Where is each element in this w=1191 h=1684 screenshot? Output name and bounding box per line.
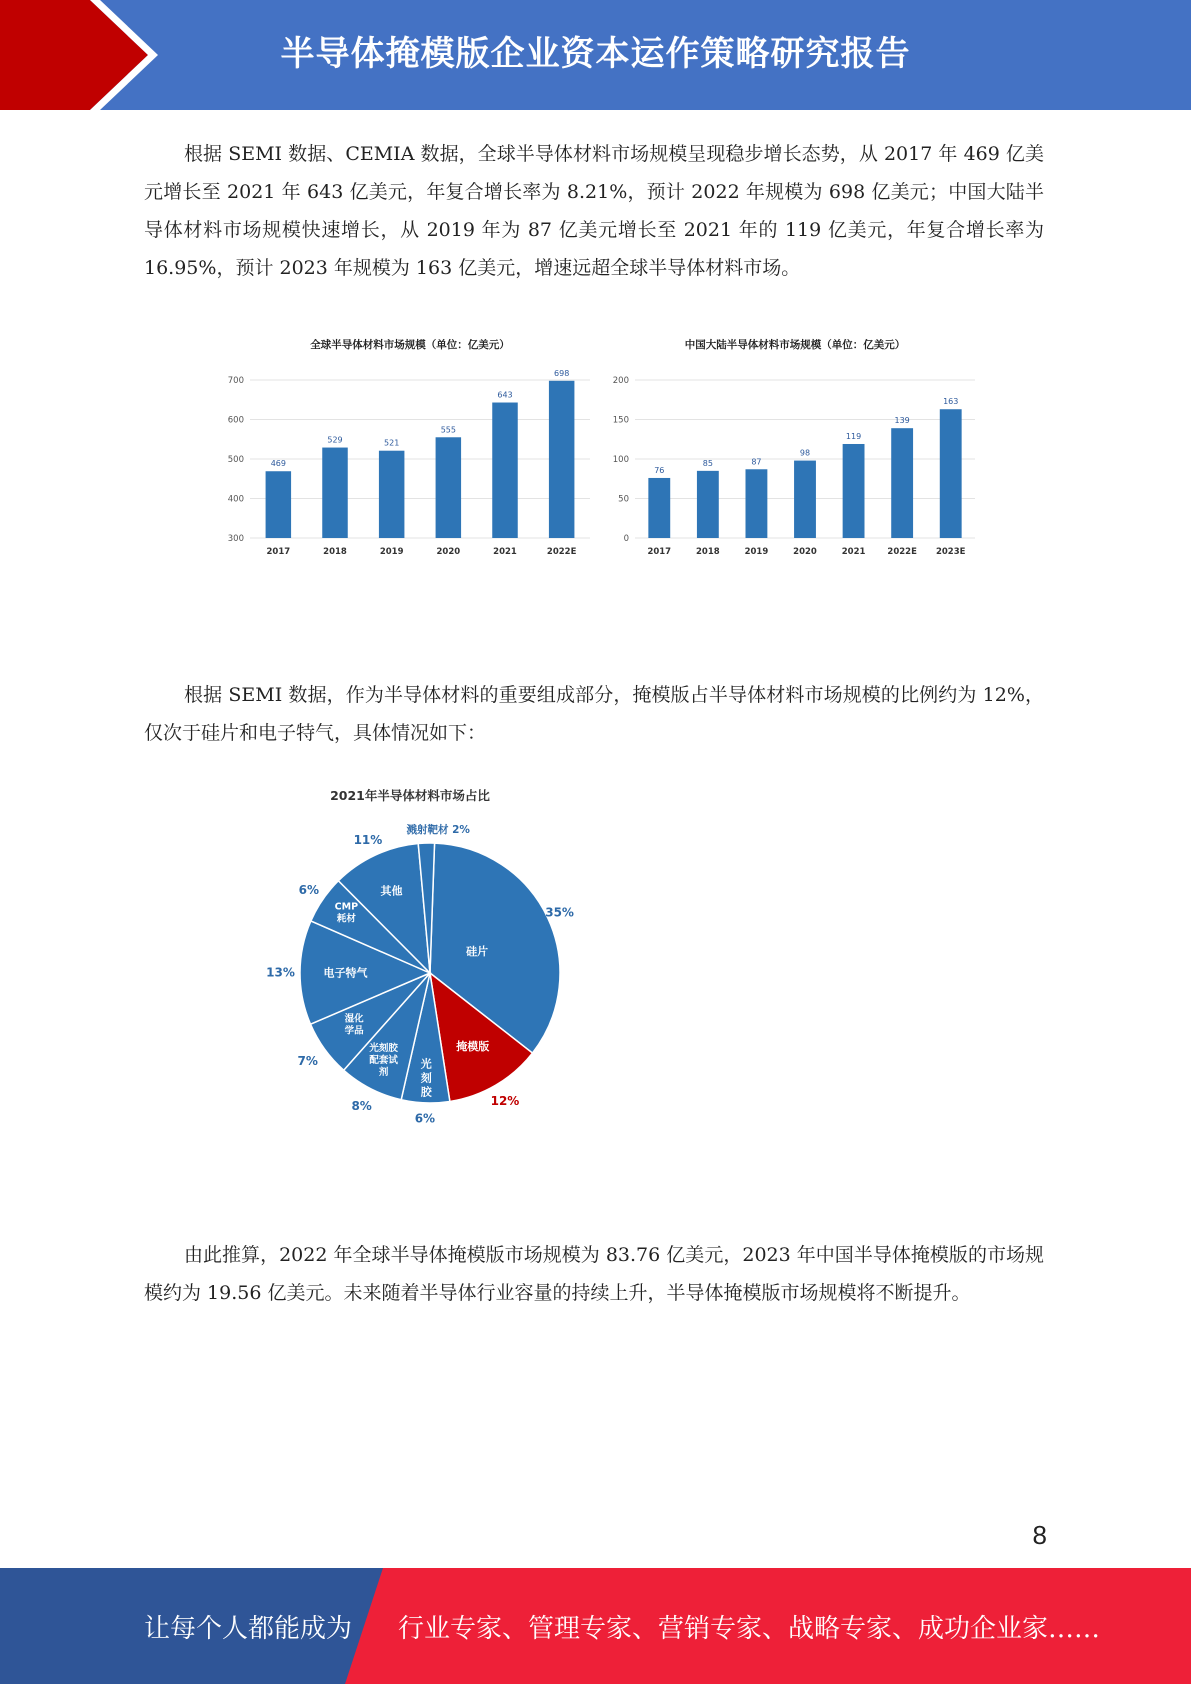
- pie-percent-label: 7%: [297, 1054, 318, 1069]
- pie-percent-label: 13%: [266, 965, 295, 980]
- page-number: 8: [1032, 1520, 1047, 1550]
- page-footer: [0, 1568, 1191, 1684]
- pie-label: 其他: [380, 884, 403, 898]
- china-chart-x-tick: 2020: [793, 547, 817, 557]
- global-chart-y-tick: 400: [227, 494, 244, 505]
- global-chart-bar: [379, 451, 405, 538]
- pie-label: CMP 耗材: [334, 901, 359, 925]
- global-chart-y-tick: 300: [227, 534, 244, 544]
- china-chart-x-tick: 2022E: [887, 547, 917, 557]
- global-chart-data-label: 529: [327, 435, 343, 445]
- pie-label: 溅射靶材 2%: [406, 824, 470, 837]
- global-chart-x-tick: 2018: [323, 547, 347, 557]
- pie-label: 光刻胶配套试剂: [369, 1043, 398, 1079]
- footer-slogan-right: 行业专家、管理专家、营销专家、战略专家、成功企业家……: [398, 1614, 1101, 1644]
- china-chart-data-label: 139: [894, 416, 910, 426]
- china-chart-bar: [843, 444, 865, 538]
- china-chart-bar: [746, 469, 768, 538]
- global-chart-bar: [549, 381, 575, 538]
- global-chart-data-label: 643: [497, 390, 513, 400]
- material-share-pie-chart: [255, 780, 605, 1139]
- global-chart-y-tick: 500: [227, 455, 244, 465]
- china-chart-bar: [891, 428, 913, 538]
- global-chart-x-tick: 2017: [266, 547, 291, 557]
- pie-percent-label: 8%: [351, 1098, 372, 1113]
- china-chart-data-label: 85: [702, 458, 713, 468]
- global-chart-x-tick: 2019: [379, 547, 404, 557]
- pie-label: 电子特气: [323, 966, 368, 980]
- global-chart-x-tick: 2022E: [546, 547, 577, 557]
- china-chart-bar: [940, 409, 962, 538]
- china-market-bar-chart: [605, 330, 985, 569]
- global-chart-data-label: 521: [384, 438, 400, 448]
- china-chart-bar: [794, 461, 816, 538]
- pie-percent-label: 6%: [298, 882, 319, 897]
- pie-percent-label: 35%: [545, 905, 574, 920]
- global-chart-bar: [436, 437, 462, 538]
- pie-title: 2021年半导体材料市场占比: [330, 788, 490, 803]
- china-chart-data-label: 76: [654, 465, 665, 475]
- pie-percent-label: 6%: [414, 1111, 436, 1126]
- pie-label: 湿化学品: [344, 1013, 364, 1037]
- global-chart-x-tick: 2021: [493, 547, 517, 557]
- china-chart-title: 中国大陆半导体材料市场规模（单位：亿美元）: [684, 339, 906, 351]
- global-market-bar-chart: [220, 330, 600, 569]
- china-chart-x-tick: 2018: [696, 547, 720, 557]
- global-chart-title: 全球半导体材料市场规模（单位：亿美元）: [310, 339, 510, 351]
- global-chart-y-tick: 700: [227, 376, 244, 386]
- paragraph-estimate: 由此推算，2022 年全球半导体掩模版市场规模为 83.76 亿美元，2023 年中国半导体掩模版的市场规模约为 19.56 亿美元。未来随着半导体行业容量的持续上升，半导体掩模版市场规模将不断提升。: [144, 1244, 1044, 1304]
- china-chart-bar: [697, 471, 719, 538]
- china-chart-y-tick: 50: [618, 494, 629, 505]
- china-chart-x-tick: 2021: [841, 547, 866, 557]
- pie-label: 硅片: [466, 945, 489, 959]
- china-chart-data-label: 163: [943, 397, 959, 407]
- china-chart-data-label: 119: [845, 431, 862, 441]
- pie-label: 光刻胶: [420, 1057, 432, 1099]
- page-header: [0, 0, 1191, 110]
- report-title: 半导体掩模版企业资本运作策略研究报告: [280, 34, 911, 74]
- china-chart-data-label: 87: [751, 457, 762, 467]
- global-chart-x-tick: 2020: [436, 547, 461, 557]
- global-chart-data-label: 698: [554, 368, 570, 378]
- global-chart-bar: [322, 448, 348, 538]
- paragraph-mask-share: 根据 SEMI 数据，作为半导体材料的重要组成部分，掩模版占半导体材料市场规模的比例约为 12%，仅次于硅片和电子特气，具体情况如下：: [144, 684, 1044, 744]
- global-chart-y-tick: 600: [227, 415, 244, 426]
- china-chart-y-tick: 150: [612, 415, 629, 426]
- china-chart-y-tick: 200: [612, 376, 629, 386]
- footer-slogan-left: 让每个人都能成为: [144, 1614, 353, 1644]
- china-chart-x-tick: 2017: [647, 547, 672, 557]
- global-chart-bar: [492, 403, 518, 538]
- pie-percent-label: 12%: [490, 1093, 520, 1108]
- china-chart-y-tick: 0: [623, 534, 629, 544]
- china-chart-bar: [648, 478, 670, 538]
- global-chart-bar: [266, 471, 291, 538]
- china-chart-y-tick: 100: [612, 455, 629, 465]
- china-chart-x-tick: 2019: [744, 547, 769, 557]
- global-chart-data-label: 469: [270, 459, 286, 469]
- china-chart-x-tick: 2023E: [935, 547, 966, 557]
- china-chart-data-label: 98: [799, 448, 811, 458]
- pie-label: 掩模版: [456, 1039, 490, 1053]
- global-chart-data-label: 555: [440, 425, 456, 435]
- pie-percent-label: 11%: [353, 832, 383, 847]
- paragraph-market-size: 根据 SEMI 数据、CEMIA 数据，全球半导体材料市场规模呈现稳步增长态势，从 2017 年 469 亿美元增长至 2021 年 643 亿美元，年复合增长率为 8.21%，预计 2022 年规模为 698 亿美元；中国大陆半导体材料市场规模快速增长，从 2019 年为 87 亿美元增长至 2021 年的 119 亿美元，年复合增长率为 16.95%，预计 2023 年规模为 163 亿美元，增速远超全球半导体材料市场。: [144, 143, 1044, 279]
